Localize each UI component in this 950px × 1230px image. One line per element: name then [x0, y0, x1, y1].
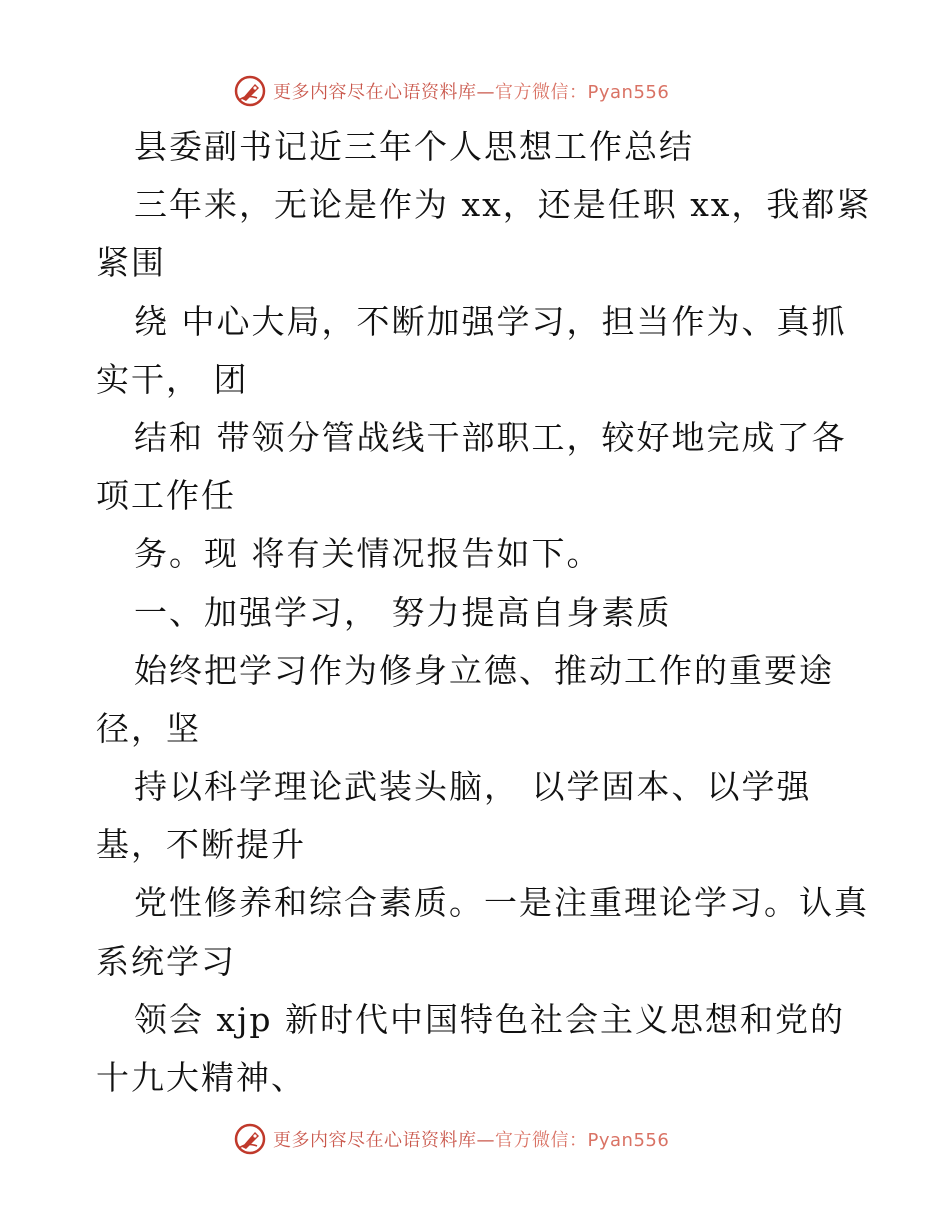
paragraph-line: 径，坚: [96, 708, 201, 748]
watermark-wechat: 官方微信：Pyan556: [495, 82, 670, 103]
paragraph-line: 党性修养和综合素质。一是注重理论学习。认真: [134, 883, 869, 923]
paragraph-line: 项工作任: [96, 476, 236, 516]
watermark-site: 更多内容尽在心语资料库: [273, 82, 477, 103]
paragraph-line: 基，不断提升: [96, 825, 306, 865]
paragraph-line: 绕 中心大局，不断加强学习，担当作为、真抓: [134, 301, 847, 341]
paragraph-line: 系统学习: [96, 941, 236, 981]
pen-nib-seal-icon: [233, 1122, 267, 1156]
watermark-text: [273, 78, 669, 104]
document-title: 县委副书记近三年个人思想工作总结: [134, 127, 694, 166]
paragraph-line: 紧围: [96, 243, 166, 283]
paragraph-line: 实干， 团: [96, 359, 249, 399]
paragraph-line: 始终把学习作为修身立德、推动工作的重要途: [134, 650, 834, 690]
paragraph-line: 务。现 将有关情况报告如下。: [134, 534, 602, 574]
paragraph-line: 三年来，无论是作为 xx，还是任职 xx，我都紧: [134, 185, 872, 225]
section-heading: 一、加强学习， 努力提高自身素质: [134, 592, 672, 632]
paragraph-line: 结和 带领分管战线干部职工，较好地完成了各: [134, 417, 847, 457]
watermark-separator: —: [476, 82, 495, 103]
paragraph-line: 领会 xjp 新时代中国特色社会主义思想和党的: [134, 999, 845, 1039]
footer-watermark: [233, 1121, 669, 1157]
watermark-separator: —: [476, 1130, 495, 1151]
paragraph-line: 持以科学理论武装头脑， 以学固本、以学强: [134, 767, 812, 807]
paragraph-line: 十九大精神、: [96, 1058, 306, 1097]
pen-nib-seal-icon: [233, 74, 267, 108]
watermark-text: [273, 1126, 669, 1152]
header-watermark: [233, 73, 669, 109]
watermark-site: 更多内容尽在心语资料库: [273, 1130, 477, 1151]
document-body: [96, 118, 872, 1107]
watermark-wechat: 官方微信：Pyan556: [495, 1130, 670, 1151]
